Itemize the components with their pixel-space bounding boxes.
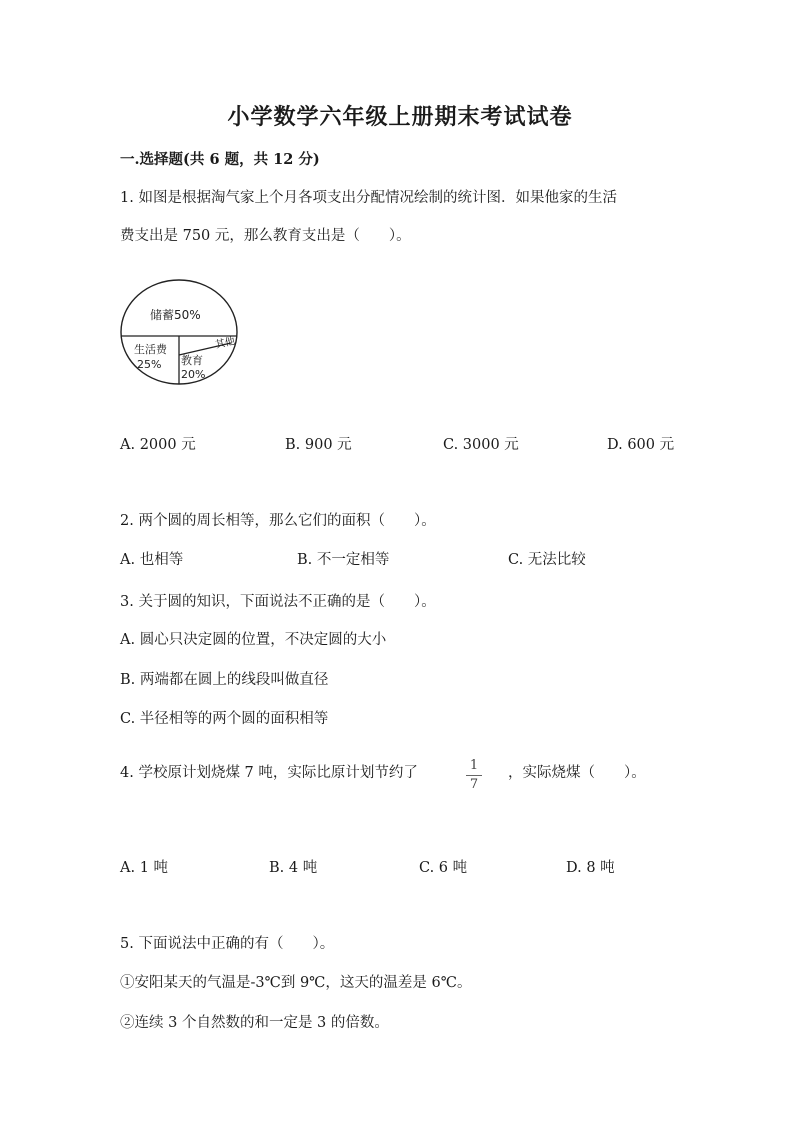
q5-statement-2: ②连续 3 个自然数的和一定是 3 的倍数。 [120,1015,389,1031]
q4-text-before: 4. 学校原计划烧煤 7 吨，实际比原计划节约了 [120,765,418,781]
slice-label-living: 生活费 [134,343,167,356]
q4-option-a[interactable]: A. 1 吨 [120,860,169,876]
q4-fraction [462,758,486,793]
q3-text: 3. 关于圆的知识，下面说法不正确的是（ ）。 [120,594,436,610]
q1-option-c[interactable]: C. 3000 元 [443,437,519,453]
q1-text-line2: 费支出是 750 元，那么教育支出是（ ）。 [120,228,411,244]
q2-option-b[interactable]: B. 不一定相等 [297,552,390,568]
section-heading: 一.选择题(共 6 题，共 12 分) [120,151,320,168]
slice-label-other: 其他 [214,336,237,351]
q5-statement-1: ①安阳某天的气温是-3℃到 9℃，这天的温差是 6℃。 [120,975,472,991]
q3-option-b[interactable]: B. 两端都在圆上的线段叫做直径 [120,672,329,688]
slice-pct-living: 25% [137,358,162,371]
q1-option-d[interactable]: D. 600 元 [607,437,675,453]
q4-text-after: ，实际烧煤（ ）。 [508,765,646,781]
q2-option-c[interactable]: C. 无法比较 [508,552,586,568]
q3-option-c[interactable]: C. 半径相等的两个圆的面积相等 [120,711,329,727]
q1-text-line1: 1. 如图是根据淘气家上个月各项支出分配情况绘制的统计图．如果他家的生活 [120,190,617,206]
q4-option-c[interactable]: C. 6 吨 [419,860,468,876]
exam-title: 小学数学六年级上册期末考试试卷 [227,104,573,130]
q1-option-b[interactable]: B. 900 元 [285,437,352,453]
q4-option-b[interactable]: B. 4 吨 [269,860,318,876]
slice-label-education: 教育 [181,354,203,367]
fraction-bar [466,775,482,776]
slice-pct-education: 20% [181,368,206,381]
q2-option-a[interactable]: A. 也相等 [120,552,184,568]
fraction-denominator: 7 [469,777,479,792]
q1-option-a[interactable]: A. 2000 元 [120,437,196,453]
q4-option-d[interactable]: D. 8 吨 [566,860,615,876]
q5-text: 5. 下面说法中正确的有（ ）。 [120,936,335,952]
slice-label-savings: 储蓄50% [150,308,201,322]
q2-text: 2. 两个圆的周长相等，那么它们的面积（ ）。 [120,513,436,529]
q3-option-a[interactable]: A. 圆心只决定圆的位置，不决定圆的大小 [120,632,387,648]
expense-pie-chart [118,277,242,387]
fraction-numerator: 1 [469,758,479,773]
